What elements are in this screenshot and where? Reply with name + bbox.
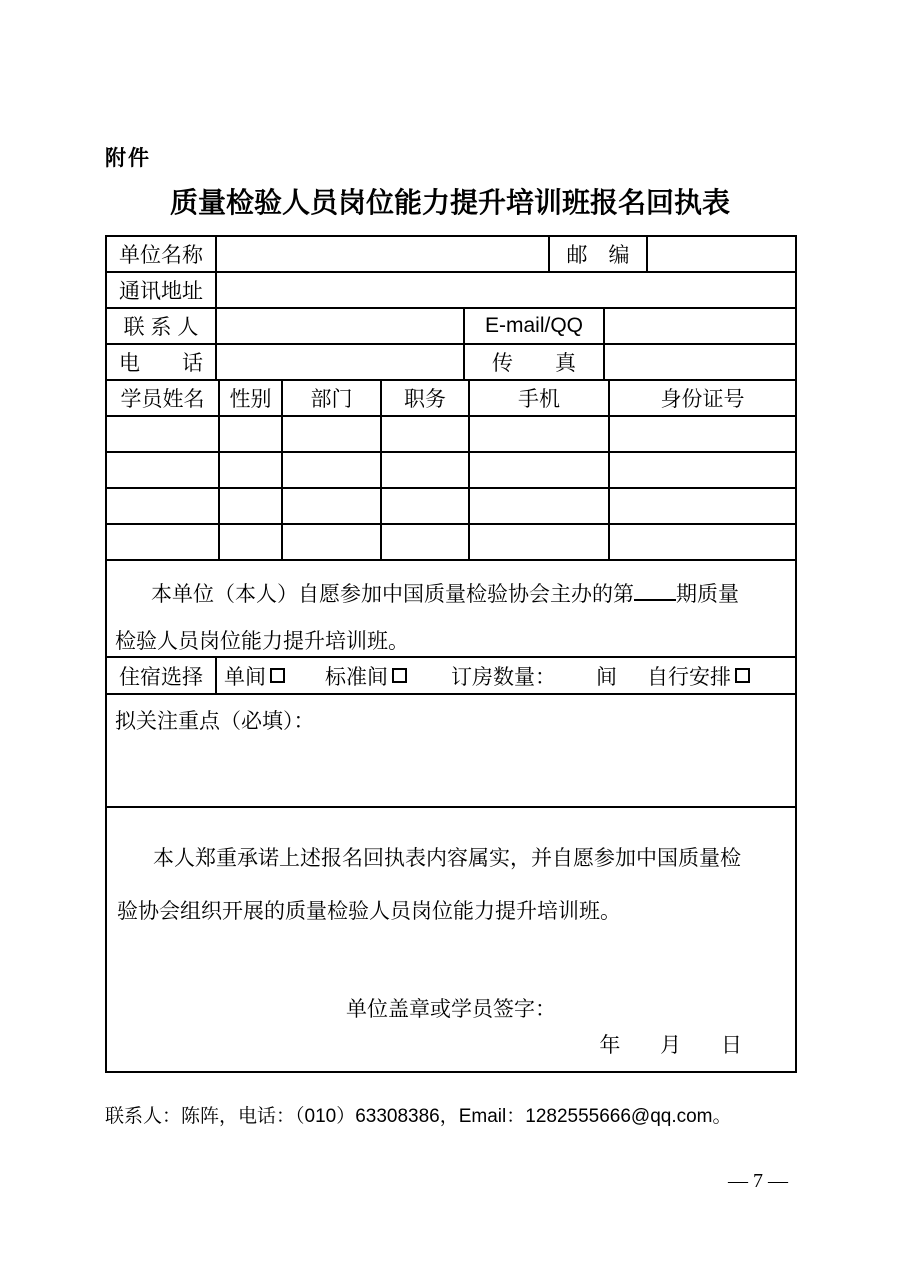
attachment-label: 附件 xyxy=(105,147,151,170)
empty-cell xyxy=(382,525,470,559)
row-participation-statement xyxy=(107,561,795,658)
postal-code-label xyxy=(550,237,648,271)
student-row-empty-1 xyxy=(107,417,795,453)
fax-value-cell xyxy=(605,345,795,379)
empty-cell xyxy=(220,525,283,559)
empty-cell xyxy=(470,417,610,451)
students-header-gender xyxy=(220,381,283,415)
empty-cell xyxy=(470,453,610,487)
empty-cell xyxy=(283,453,382,487)
focus-cell xyxy=(107,695,795,806)
address-label-text: 通讯地址 xyxy=(119,280,203,303)
empty-cell xyxy=(382,417,470,451)
booking-quantity-label: 订房数量： xyxy=(451,665,556,689)
empty-cell xyxy=(470,525,610,559)
student-row-empty-2 xyxy=(107,453,795,489)
participation-statement-cell xyxy=(107,561,795,656)
pledge-paragraph xyxy=(117,832,785,938)
empty-cell xyxy=(610,489,795,523)
row-students-header xyxy=(107,381,795,417)
unit-name-value-cell xyxy=(217,237,550,271)
row-phone xyxy=(107,345,795,381)
participation-line-1 xyxy=(115,571,787,618)
students-header-gender-text: 性别 xyxy=(229,388,272,411)
empty-cell xyxy=(107,453,220,487)
blank-underline xyxy=(634,581,676,601)
students-header-mobile-text: 手机 xyxy=(518,388,560,411)
unit-name-label xyxy=(107,237,217,271)
accommodation-label xyxy=(107,658,217,693)
empty-cell xyxy=(470,489,610,523)
row-focus xyxy=(107,695,795,808)
empty-cell xyxy=(220,489,283,523)
accommodation-label-text: 住宿选择 xyxy=(119,665,203,689)
empty-cell xyxy=(610,417,795,451)
students-header-department xyxy=(283,381,382,415)
date-line xyxy=(117,1032,785,1060)
email-qq-label-text: E-mail/QQ xyxy=(484,314,583,337)
students-header-mobile xyxy=(470,381,610,415)
contact-person-value-cell xyxy=(217,309,465,343)
participation-line1-suffix: 期质量 xyxy=(676,583,739,606)
fax-label xyxy=(465,345,605,379)
footer-contact-info: 联系人：陈阵，电话：（010）63308386，Email：1282555666@qq.com。 xyxy=(105,1106,732,1127)
option-single-room-label: 单间 xyxy=(224,665,266,689)
empty-cell xyxy=(107,489,220,523)
postal-code-label-text: 邮 编 xyxy=(566,244,630,267)
booking-unit-label: 间 xyxy=(596,665,617,689)
date-month-label: 月 xyxy=(660,1034,682,1057)
empty-cell xyxy=(283,489,382,523)
student-row-empty-3 xyxy=(107,489,795,525)
empty-cell xyxy=(610,525,795,559)
empty-cell xyxy=(107,417,220,451)
empty-cell xyxy=(107,525,220,559)
focus-label: 拟关注重点（必填）： xyxy=(115,710,315,733)
row-address xyxy=(107,273,795,309)
empty-cell xyxy=(283,525,382,559)
students-header-id-number-text: 身份证号 xyxy=(660,388,745,411)
empty-cell xyxy=(382,489,470,523)
registration-form-table xyxy=(105,235,797,1073)
students-header-id-number xyxy=(610,381,795,415)
phone-label xyxy=(107,345,217,379)
contact-person-label-text: 联 系 人 xyxy=(123,316,199,339)
contact-person-label xyxy=(107,309,217,343)
participation-line-2: 检验人员岗位能力提升培训班。 xyxy=(115,630,409,653)
students-header-position xyxy=(382,381,470,415)
address-label xyxy=(107,273,217,307)
empty-cell xyxy=(382,453,470,487)
row-pledge xyxy=(107,808,795,1071)
self-arrange-label: 自行安排 xyxy=(647,665,731,689)
participation-line1-prefix: 本单位（本人）自愿参加中国质量检验协会主办的第 xyxy=(151,583,634,606)
page-title: 质量检验人员岗位能力提升培训班报名回执表 xyxy=(169,187,730,218)
email-qq-value-cell xyxy=(605,309,795,343)
phone-label-text: 电 话 xyxy=(119,352,203,375)
row-accommodation xyxy=(107,658,795,695)
empty-cell xyxy=(610,453,795,487)
fax-label-text: 传 真 xyxy=(492,352,576,375)
students-header-department-text: 部门 xyxy=(310,388,353,411)
students-header-position-text: 职务 xyxy=(404,388,446,411)
phone-value-cell xyxy=(217,345,465,379)
pledge-line-2: 验协会组织开展的质量检验人员岗位能力提升培训班。 xyxy=(117,900,621,923)
address-value-cell xyxy=(217,273,795,307)
pledge-line-1: 本人郑重承诺上述报名回执表内容属实，并自愿参加中国质量检 xyxy=(153,847,741,870)
students-header-name xyxy=(107,381,220,415)
student-row-empty-4 xyxy=(107,525,795,561)
pledge-cell xyxy=(107,808,795,1071)
postal-code-value-cell xyxy=(648,237,795,271)
option-standard-room-label: 标准间 xyxy=(325,665,388,689)
email-qq-label xyxy=(465,309,605,343)
single-room-checkbox-icon xyxy=(270,668,285,683)
row-unit-name xyxy=(107,237,795,273)
date-day-label: 日 xyxy=(721,1034,742,1057)
empty-cell xyxy=(220,453,283,487)
empty-cell xyxy=(283,417,382,451)
self-arrange-checkbox-icon xyxy=(735,668,750,683)
row-contact-person xyxy=(107,309,795,345)
accommodation-options xyxy=(217,658,795,693)
date-year-label: 年 xyxy=(599,1034,621,1057)
unit-name-label-text: 单位名称 xyxy=(119,244,203,267)
empty-cell xyxy=(220,417,283,451)
signature-label: 单位盖章或学员签字： xyxy=(346,998,556,1021)
standard-room-checkbox-icon xyxy=(392,668,407,683)
page-number: — 7 — xyxy=(728,1170,788,1192)
students-header-name-text: 学员姓名 xyxy=(120,388,205,411)
